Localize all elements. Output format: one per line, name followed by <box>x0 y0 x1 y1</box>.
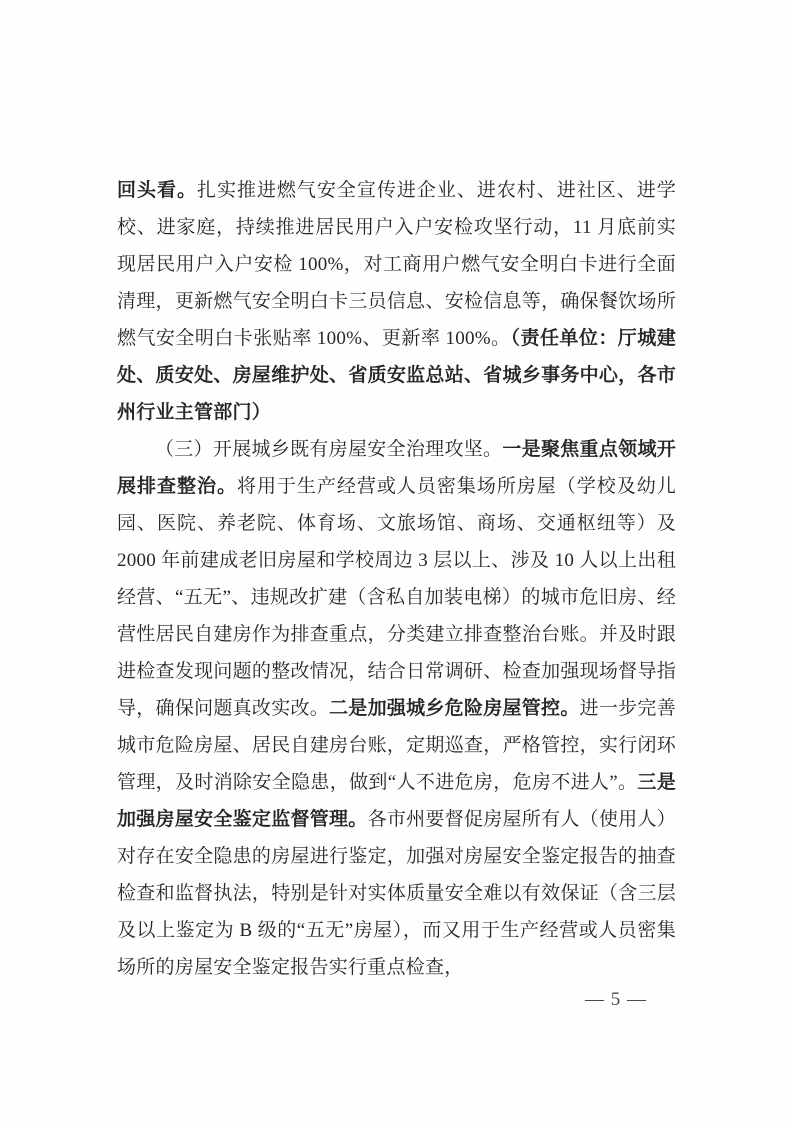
text-run-bold: 一是聚焦重点领域开展排查整治。 <box>117 439 676 497</box>
text-run-regular: 扎实推进燃气安全宣传进企业、进农村、进社区、进学校、进家庭，持续推进居民用户入户安检攻坚行动，11 月底前实现居民用户入户安检 100%，对工商用户燃气安全明白卡进行全面清理，更新燃气安全明白卡三员信息、安检信息等，确保餐饮场所燃气安全明白卡张贴率 100%、更新率 100%。 <box>117 180 676 349</box>
text-run-bold-kai: （责任单位：厅城建处、质安处、房屋维护处、省质安监总站、省城乡事务中心，各市州行业主管部门） <box>117 328 676 423</box>
paragraph <box>117 431 676 986</box>
text-run-bold: 回头看。 <box>117 180 197 201</box>
text-run-regular: 将用于生产经营或人员密集场所房屋（学校及幼儿园、医院、养老院、体育场、文旅场馆、商场、交通枢纽等）及 2000 年前建成老旧房屋和学校周边 3 层以上、涉及 10 人以上出租经营、“五无”、违规改扩建（含私自加装电梯）的城市危旧房、经营性居民自建房作为排查重点，分类建立排查整治台账。并及时跟进检查发现问题的整改情况，结合日常调研、检查加强现场督导指导，确保问题真改实改。 <box>117 476 676 719</box>
text-run-kai: （三）开展城乡既有房屋安全治理攻坚。 <box>155 439 503 460</box>
paragraph <box>117 172 676 431</box>
text-run-regular: 各市州要督促房屋所有人（使用人）对存在安全隐患的房屋进行鉴定，加强对房屋安全鉴定报告的抽查检查和监督执法，特别是针对实体质量安全难以有效保证（含三层及以上鉴定为 B 级的“五无”房屋），而又用于生产经营或人员密集场所的房屋安全鉴定报告实行重点检查， <box>117 809 676 978</box>
text-run-bold: 三是加强房屋安全鉴定监督管理。 <box>117 772 676 830</box>
document-body <box>117 172 676 986</box>
text-run-regular: 进一步完善城市危险房屋、居民自建房台账，定期巡查，严格管控，实行闭环管理，及时消除安全隐患，做到“人不进危房，危房不进人”。 <box>117 698 676 793</box>
page-number: — 5 — <box>585 989 647 1010</box>
text-run-bold: 二是加强城乡危险房屋管控。 <box>329 698 580 719</box>
